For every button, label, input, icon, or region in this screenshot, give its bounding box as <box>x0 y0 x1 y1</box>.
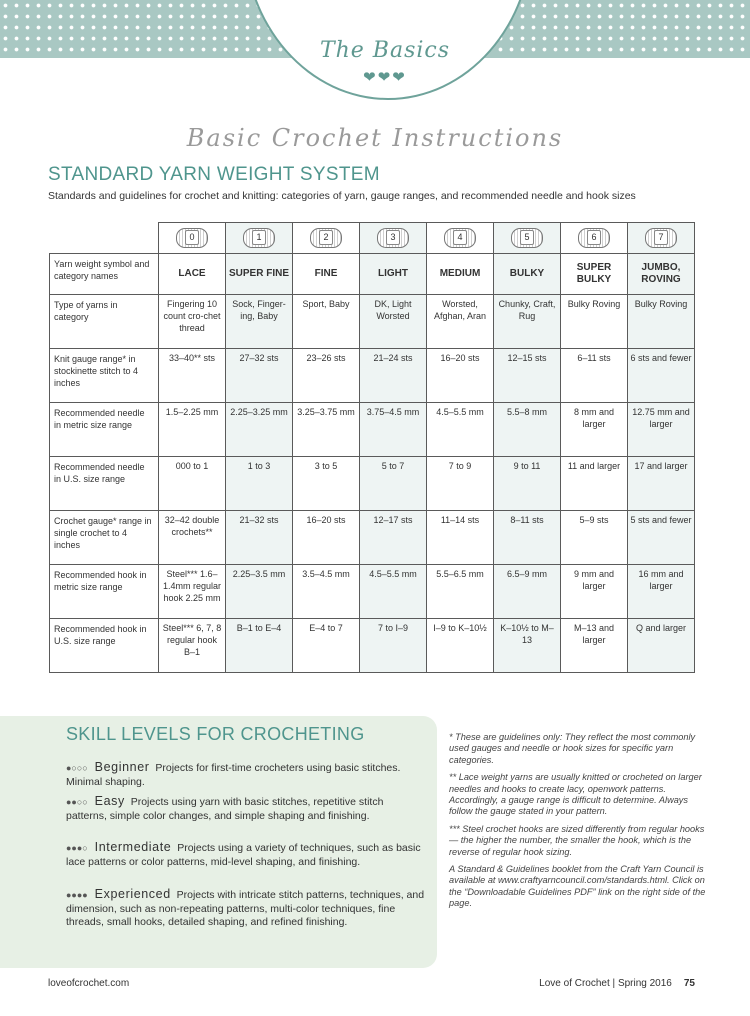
table-cell: 5 to 7 <box>360 457 427 511</box>
category-name: SUPER BULKY <box>561 254 628 295</box>
table-cell: 3.5–4.5 mm <box>293 565 360 619</box>
table-cell: 1 to 3 <box>226 457 293 511</box>
table-cell: DK, Light Worsted <box>360 295 427 349</box>
table-cell: 5.5–8 mm <box>494 403 561 457</box>
table-cell: 7 to I–9 <box>360 619 427 673</box>
table-cell: 4.5–5.5 mm <box>360 565 427 619</box>
table-cell: 32–42 double crochets** <box>159 511 226 565</box>
table-cell: 12–15 sts <box>494 349 561 403</box>
table-cell: 4.5–5.5 mm <box>427 403 494 457</box>
table-cell: Steel*** 6, 7, 8 regular hook B–1 <box>159 619 226 673</box>
table-cell: Sport, Baby <box>293 295 360 349</box>
table-cell: 000 to 1 <box>159 457 226 511</box>
yarn-symbol-icon: 0 <box>159 223 226 254</box>
row-label: Recommended needle in U.S. size range <box>50 457 159 511</box>
footer-magazine: Love of Crochet <box>539 978 610 989</box>
table-cell: E–4 to 7 <box>293 619 360 673</box>
skill-dots-icon: ●●●○ <box>66 843 88 853</box>
row-label: Recommended hook in U.S. size range <box>50 619 159 673</box>
table-cell: 12.75 mm and larger <box>628 403 695 457</box>
table-cell: I–9 to K–10½ <box>427 619 494 673</box>
table-cell: 16 mm and larger <box>628 565 695 619</box>
yarn-symbol-icon: 7 <box>628 223 695 254</box>
skill-name: Easy <box>94 794 125 808</box>
table-cell: Worsted, Afghan, Aran <box>427 295 494 349</box>
table-cell: Bulky Roving <box>561 295 628 349</box>
skill-item-experienced <box>66 888 426 930</box>
table-cell: 3.25–3.75 mm <box>293 403 360 457</box>
category-row <box>50 254 695 295</box>
footnote: *** Steel crochet hooks are sized differently from regular hooks — the higher the number, the smaller the hook, which is the reverse of regular hook sizing. <box>449 823 705 857</box>
skill-dots-icon: ●●○○ <box>66 797 88 807</box>
table-cell: 17 and larger <box>628 457 695 511</box>
yarn-symbol-icon: 1 <box>226 223 293 254</box>
symbol-row <box>50 223 695 254</box>
table-cell: 33–40** sts <box>159 349 226 403</box>
table-cell: 1.5–2.25 mm <box>159 403 226 457</box>
table-cell: 7 to 9 <box>427 457 494 511</box>
table-cell: B–1 to E–4 <box>226 619 293 673</box>
table-cell: 6–11 sts <box>561 349 628 403</box>
table-cell: 11 and larger <box>561 457 628 511</box>
table-cell: 8–11 sts <box>494 511 561 565</box>
skill-description: Projects with intricate stitch patterns, techniques, and dimension, such as non-repeating patterns, multi-color techniques, fine threads, small hooks, detailed shaping, and refined finishing. <box>66 889 425 928</box>
table-cell: 11–14 sts <box>427 511 494 565</box>
row-label: Recommended hook in metric size range <box>50 565 159 619</box>
skill-name: Beginner <box>94 760 150 774</box>
skill-levels-title: SKILL LEVELS FOR CROCHETING <box>66 724 365 744</box>
table-cell: 9 to 11 <box>494 457 561 511</box>
table-row <box>50 619 695 673</box>
category-name: LIGHT <box>360 254 427 295</box>
yarn-symbol-icon: 4 <box>427 223 494 254</box>
table-cell: Q and larger <box>628 619 695 673</box>
category-name: FINE <box>293 254 360 295</box>
yarn-symbol-icon: 3 <box>360 223 427 254</box>
table-row <box>50 295 695 349</box>
skill-name: Intermediate <box>94 840 172 854</box>
table-cell: M–13 and larger <box>561 619 628 673</box>
table-cell: 6 sts and fewer <box>628 349 695 403</box>
yarn-weight-table <box>49 222 695 673</box>
category-name: BULKY <box>494 254 561 295</box>
skill-item-intermediate <box>66 841 426 869</box>
table-row <box>50 565 695 619</box>
section-title: STANDARD YARN WEIGHT SYSTEM <box>48 164 380 185</box>
skill-description: Projects using yarn with basic stitches, repetitive stitch patterns, simple color changes, and simple shaping and finishing. <box>66 796 384 822</box>
category-name: JUMBO, ROVING <box>628 254 695 295</box>
skill-item-beginner <box>66 761 426 789</box>
yarn-symbol-icon: 6 <box>561 223 628 254</box>
row-label: Recommended needle in metric size range <box>50 403 159 457</box>
category-name: MEDIUM <box>427 254 494 295</box>
footnote: ** Lace weight yarns are usually knitted or crocheted on larger needles and hooks to create lacy, openwork patterns. Accordingly, a gauge range is difficult to determine. Always follow the gauge stated in your pattern. <box>449 772 702 817</box>
row-label: Type of yarns in category <box>50 295 159 349</box>
skill-dots-icon: ●○○○ <box>66 763 88 773</box>
footer-issue: Spring 2016 <box>617 978 672 989</box>
table-cell: 16–20 sts <box>293 511 360 565</box>
table-row <box>50 457 695 511</box>
table-cell: 9 mm and larger <box>561 565 628 619</box>
table-cell: 2.25–3.25 mm <box>226 403 293 457</box>
table-cell: 23–26 sts <box>293 349 360 403</box>
table-cell: 27–32 sts <box>226 349 293 403</box>
subtitle: Standards and guidelines for crochet and knitting: categories of yarn, gauge ranges, and recommended needle and hook sizes <box>48 190 636 202</box>
table-row <box>50 511 695 565</box>
table-cell: 12–17 sts <box>360 511 427 565</box>
table-cell: K–10½ to M–13 <box>494 619 561 673</box>
skill-description: Projects using a variety of techniques, such as basic lace patterns or color patterns, mid-level shaping, and finishing. <box>66 842 421 868</box>
footnotes <box>449 732 711 916</box>
row-label: Knit gauge range* in stockinette stitch to 4 inches <box>50 349 159 403</box>
skill-item-easy <box>66 795 426 823</box>
table-cell: 21–24 sts <box>360 349 427 403</box>
table-cell: Fingering 10 count cro-chet thread <box>159 295 226 349</box>
table-cell: 21–32 sts <box>226 511 293 565</box>
table-cell: Bulky Roving <box>628 295 695 349</box>
table-cell: Sock, Finger-ing, Baby <box>226 295 293 349</box>
row-label: Yarn weight symbol and category names <box>50 254 159 295</box>
hearts-icon: ❤❤❤ <box>363 69 407 86</box>
category-name: SUPER FINE <box>226 254 293 295</box>
table-cell: 5–9 sts <box>561 511 628 565</box>
table-cell: 5.5–6.5 mm <box>427 565 494 619</box>
script-title: Basic Crochet Instructions <box>186 124 564 152</box>
footnote: * These are guidelines only: They reflect the most commonly used gauges and needle or hook sizes for specific yarn categories. <box>449 732 696 765</box>
skill-description: Projects for first-time crocheters using basic stitches. Minimal shaping. <box>66 762 401 788</box>
footer-credit: Love of Crochet | Spring 2016 75 <box>539 978 695 989</box>
yarn-symbol-icon: 5 <box>494 223 561 254</box>
table-cell: 3.75–4.5 mm <box>360 403 427 457</box>
footnote: A Standard & Guidelines booklet from the Craft Yarn Council is available at www.craftyarncouncil.com/standards.html. Click on the “Downloadable Guidelines PDF” link on the right side of the page. <box>449 864 706 909</box>
skill-dots-icon: ●●●● <box>66 890 88 900</box>
table-row <box>50 349 695 403</box>
table-cell: 5 sts and fewer <box>628 511 695 565</box>
yarn-symbol-icon: 2 <box>293 223 360 254</box>
table-cell: 8 mm and larger <box>561 403 628 457</box>
table-cell: Steel*** 1.6–1.4mm regular hook 2.25 mm <box>159 565 226 619</box>
table-cell: Chunky, Craft, Rug <box>494 295 561 349</box>
table-cell: 6.5–9 mm <box>494 565 561 619</box>
blank-cell <box>50 223 159 254</box>
row-label: Crochet gauge* range in single crochet to 4 inches <box>50 511 159 565</box>
page-number: 75 <box>683 978 695 989</box>
footer-site: loveofcrochet.com <box>48 978 130 989</box>
table-cell: 3 to 5 <box>293 457 360 511</box>
category-name: LACE <box>159 254 226 295</box>
badge-title: The Basics <box>319 38 451 63</box>
table-cell: 2.25–3.5 mm <box>226 565 293 619</box>
skill-name: Experienced <box>94 887 171 901</box>
table-cell: 16–20 sts <box>427 349 494 403</box>
table-row <box>50 403 695 457</box>
